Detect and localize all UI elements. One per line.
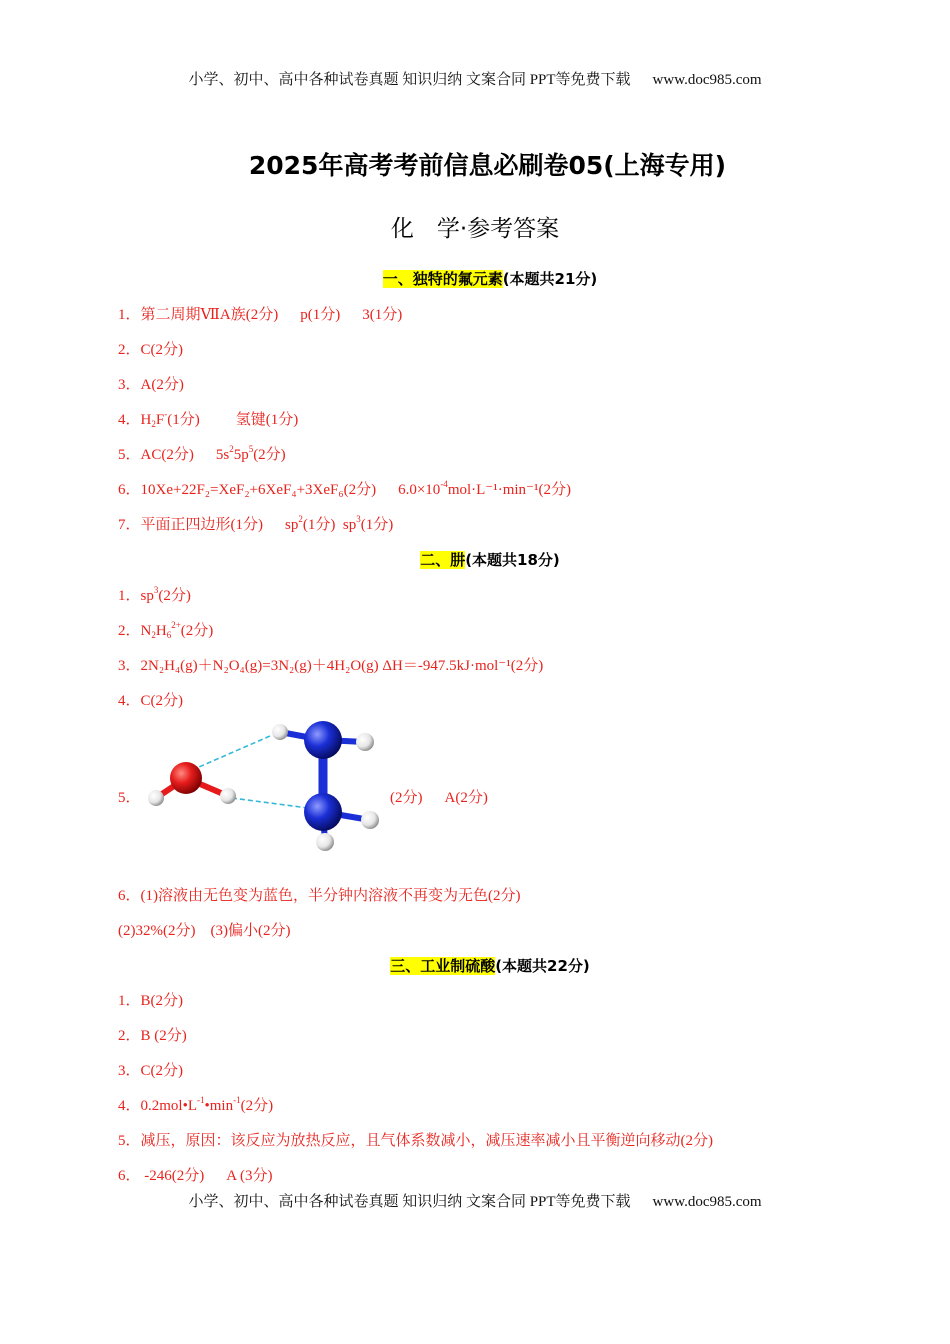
answer-text: (2)32%(2分) (3)偏小(2分)	[118, 923, 291, 939]
formula-part: sp	[342, 517, 357, 533]
answer-number: 5．	[118, 790, 141, 806]
page-title: 2025年高考考前信息必刷卷05(上海专用)	[248, 151, 727, 180]
answer-part: 平面正四边形(1分)	[140, 517, 264, 533]
formula-superscript: 5	[248, 444, 254, 454]
formula-part: 5s	[215, 447, 230, 463]
section-score: (本题共22分)	[495, 957, 590, 975]
answer-line	[118, 919, 290, 940]
answer-line	[118, 1129, 713, 1150]
nitrogen-atom	[304, 721, 342, 759]
formula-superscript: 2+	[171, 620, 181, 630]
answer-number: 1．	[118, 993, 141, 1009]
answer-line	[118, 513, 393, 534]
equation: 10Xe+22F₂=XeF₂+6XeF₄+3XeF₆(2分)	[140, 482, 377, 498]
answer-number: 5．	[118, 1133, 141, 1149]
answer-number: 1．	[118, 588, 141, 604]
answer-number: 2．	[118, 1028, 141, 1044]
answer-line-tail	[390, 786, 488, 807]
formula-superscript: 2	[298, 514, 303, 524]
answer-line	[118, 989, 183, 1010]
hydrogen-atom	[272, 724, 288, 740]
page-footer	[0, 1190, 950, 1211]
formula-part: H	[155, 623, 167, 639]
answer-line	[118, 1024, 187, 1045]
formula-superscript: -	[164, 409, 168, 419]
hydrogen-bond-line	[232, 798, 308, 808]
answer-number: 4．	[118, 1098, 141, 1114]
answer-number: 6．	[118, 482, 141, 498]
answer-line	[118, 1094, 273, 1115]
hydrogen-atom	[316, 833, 334, 851]
section-score: (本题共18分)	[465, 551, 560, 569]
answer-text: B (2分)	[140, 1028, 187, 1044]
formula-part: F	[155, 412, 165, 428]
formula-superscript: 3	[356, 514, 361, 524]
answer-part: A(2分)	[444, 790, 488, 806]
hydrogen-bond-line	[192, 736, 270, 770]
answer-number: 5．	[118, 447, 141, 463]
answer-part: (1分)	[360, 517, 394, 533]
section-title: 三、工业制硫酸	[390, 957, 496, 975]
formula-superscript: -1	[233, 1095, 241, 1105]
header-text: 小学、初中、高中各种试卷真题 知识归纳 文案合同 PPT等免费下载	[188, 72, 631, 88]
section-score: (本题共21分)	[502, 270, 598, 288]
answer-line	[118, 654, 543, 675]
answer-part: p(1分)	[300, 307, 341, 323]
rate-unit: mol·L⁻¹·min⁻¹(2分)	[447, 482, 571, 498]
equation: 2N₂H₄(g)＋N₂O₄(g)=3N₂(g)＋4H₂O(g) ΔH＝-947.5kJ·mol⁻¹(2分)	[140, 658, 544, 674]
hydrogen-atom	[356, 733, 374, 751]
answer-number: 2．	[118, 342, 141, 358]
formula-superscript: 3	[153, 585, 159, 595]
answer-text: 减压，原因：该反应为放热反应，且气体系数减小，减压速率减小且平衡逆向移动(2分)	[140, 1133, 714, 1149]
page-subtitle: 化 学·参考答案	[390, 216, 560, 242]
answer-number: 3．	[118, 1063, 141, 1079]
formula-superscript: -1	[197, 1095, 205, 1105]
answer-line	[118, 303, 402, 324]
formula-superscript: 2	[229, 444, 234, 454]
formula-part: H	[140, 412, 152, 428]
hydrogen-atom	[148, 790, 164, 806]
answer-number: 6．	[118, 888, 141, 904]
answer-part: 0.2mol•L	[140, 1098, 198, 1114]
footer-site: www.doc985.com	[652, 1194, 762, 1210]
formula-part: N	[140, 623, 152, 639]
answer-part: (2分)	[158, 588, 191, 604]
answer-line	[118, 689, 183, 710]
formula-part: sp	[140, 588, 154, 604]
answer-part: •min	[204, 1098, 234, 1114]
formula-subscript: 2	[151, 630, 156, 640]
formula-subscript: 6	[166, 630, 172, 640]
section-heading-3	[0, 955, 950, 976]
answer-line	[118, 584, 191, 605]
hydrogen-bond-molecule-diagram	[140, 712, 380, 862]
answer-part: (2分)	[180, 623, 214, 639]
footer-text: 小学、初中、高中各种试卷真题 知识归纳 文案合同 PPT等免费下载	[188, 1194, 631, 1210]
answer-part: (1分)	[302, 517, 336, 533]
answer-text: C(2分)	[140, 693, 184, 709]
answer-number: 7．	[118, 517, 141, 533]
answer-line	[118, 1059, 183, 1080]
molecule-svg	[140, 712, 380, 862]
answer-number: 4．	[118, 693, 141, 709]
section-title: 一、独特的氟元素	[382, 270, 503, 288]
answer-part: (1分)	[167, 412, 200, 428]
answer-number: 4．	[118, 412, 141, 428]
answer-part: A (3分)	[226, 1168, 273, 1184]
answer-text: C(2分)	[140, 342, 184, 358]
answer-line	[118, 884, 521, 905]
answer-part: 第二周期ⅦA族(2分)	[140, 307, 279, 323]
answer-text: C(2分)	[140, 1063, 184, 1079]
oxygen-atom	[170, 762, 202, 794]
answer-part: 3(1分)	[362, 307, 403, 323]
page-header	[0, 68, 950, 89]
nitrogen-atom	[304, 793, 342, 831]
section-heading-2	[0, 549, 950, 570]
answer-line	[118, 619, 213, 640]
answer-line	[118, 1164, 273, 1185]
hydrogen-atom	[361, 811, 379, 829]
header-site: www.doc985.com	[652, 72, 762, 88]
section-heading-1	[0, 268, 950, 289]
formula-part: 5p	[233, 447, 249, 463]
answer-number: 1．	[118, 307, 141, 323]
answer-number: 3．	[118, 377, 141, 393]
formula-subscript: 2	[151, 419, 156, 429]
formula-superscript: -4	[440, 479, 448, 489]
rate-value: 6.0×10	[398, 482, 441, 498]
answer-part: AC(2分)	[140, 447, 194, 463]
answer-line	[118, 408, 298, 429]
answer-line	[118, 443, 286, 464]
answer-number: 3．	[118, 658, 141, 674]
answer-line	[118, 478, 571, 499]
formula-part: sp	[285, 517, 299, 533]
answer-text: A(2分)	[140, 377, 184, 393]
answer-number: 6．	[118, 1168, 141, 1184]
answer-part: 氢键(1分)	[235, 412, 299, 428]
answer-line	[118, 786, 141, 807]
answer-part: (2分)	[390, 790, 423, 806]
section-title: 二、肼	[420, 551, 466, 569]
hydrogen-atom	[220, 788, 236, 804]
answer-part: (2分)	[240, 1098, 274, 1114]
answer-number: 2．	[118, 623, 141, 639]
answer-part: (2分)	[253, 447, 286, 463]
answer-text: B(2分)	[140, 993, 184, 1009]
answer-line	[118, 338, 183, 359]
answer-part: -246(2分)	[144, 1168, 205, 1184]
answer-line	[118, 373, 184, 394]
answer-text: (1)溶液由无色变为蓝色，半分钟内溶液不再变为无色(2分)	[140, 888, 521, 904]
